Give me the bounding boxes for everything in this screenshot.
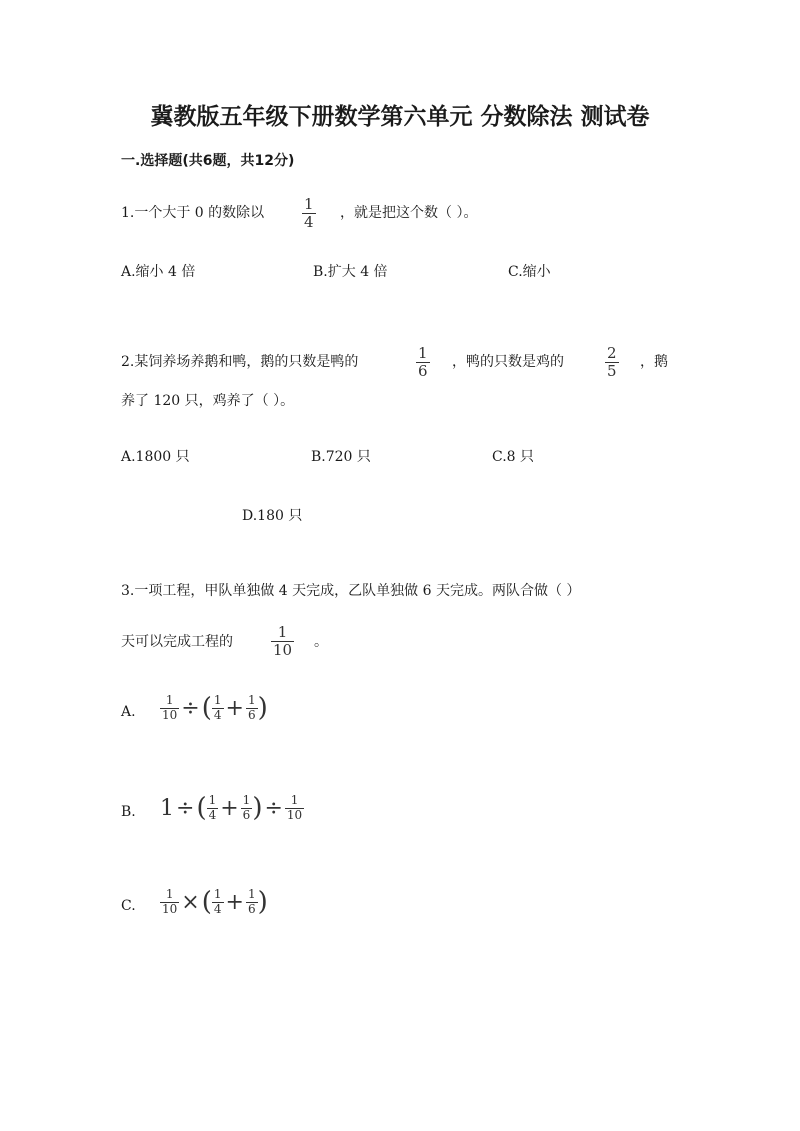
plus-sign: + — [225, 889, 244, 915]
question-1-fraction — [302, 196, 316, 232]
question-2-text-a: 2.某饲养场养鹅和鸭，鹅的只数是鸭的 — [121, 354, 359, 370]
fraction-numerator: 1 — [304, 195, 314, 213]
question-1-text-b: ，就是把这个数（ ）。 — [340, 205, 478, 221]
fraction-one-tenth: $\frac{1}{10}$ — [162, 693, 178, 722]
fraction-denominator: 4 — [304, 213, 314, 232]
divide-sign: ÷ — [176, 795, 195, 821]
fraction-numerator: 2 — [607, 344, 617, 362]
right-paren: ) — [257, 693, 268, 724]
question-2-text-c: ，鹅 — [640, 354, 668, 370]
fraction-denominator: 10 — [273, 641, 293, 660]
question-2-line-2: 养了 120 只，鸡养了（ ）。 — [121, 393, 295, 409]
q2-option-a[interactable]: A.1800 只 — [121, 449, 190, 465]
plus-sign: + — [225, 695, 244, 721]
divide-sign: ÷ — [264, 795, 283, 821]
fraction-denominator: 6 — [418, 362, 428, 381]
right-paren: ) — [252, 793, 263, 824]
fraction-numerator: 1 — [418, 344, 428, 362]
question-3-fraction — [271, 624, 294, 660]
q2-option-d[interactable]: D.180 只 — [242, 508, 303, 524]
q3-option-a-expression[interactable] — [160, 694, 268, 723]
q2-option-c[interactable]: C.8 只 — [492, 449, 535, 465]
left-paren: ( — [201, 693, 212, 724]
fraction-denominator: 5 — [607, 362, 617, 381]
fraction-one-fourth: $\frac{1}{4}$ — [213, 693, 222, 722]
fraction-one-sixth: $\frac{1}{6}$ — [247, 693, 256, 722]
page-title: 冀教版五年级下册数学第六单元 分数除法 测试卷 — [150, 104, 650, 130]
question-3-line-2-a: 天可以完成工程的 — [121, 634, 233, 650]
left-paren: ( — [201, 887, 212, 918]
fraction-one-fourth: $\frac{1}{4}$ — [213, 887, 222, 916]
left-paren: ( — [196, 793, 207, 824]
q3-option-a-label[interactable]: A. — [121, 704, 136, 720]
times-sign: × — [181, 889, 200, 915]
fraction-numerator: 1 — [277, 623, 288, 641]
question-2-fraction-2 — [605, 345, 619, 381]
question-3-line-2-b: 。 — [314, 634, 328, 650]
section-heading: 一.选择题(共6题，共12分) — [121, 153, 295, 169]
fraction-one-sixth: $\frac{1}{6}$ — [247, 887, 256, 916]
fraction-one-fourth: $\frac{1}{4}$ — [208, 793, 217, 822]
q1-option-a[interactable]: A.缩小 4 倍 — [121, 264, 196, 280]
question-1-text-a: 1.一个大于 0 的数除以 — [121, 205, 265, 221]
question-2-fraction-1 — [416, 345, 430, 381]
q3-option-b-label[interactable]: B. — [121, 804, 136, 820]
q1-option-c[interactable]: C.缩小 — [508, 264, 551, 280]
fraction-one-sixth: $\frac{1}{6}$ — [242, 793, 251, 822]
q3-option-c-label[interactable]: C. — [121, 898, 136, 914]
question-2-text-b: ，鸭的只数是鸡的 — [452, 354, 564, 370]
fraction-one-tenth: $\frac{1}{10}$ — [286, 793, 303, 822]
question-3-line-1: 3.一项工程，甲队单独做 4 天完成，乙队单独做 6 天完成。两队合做（ ） — [121, 583, 581, 599]
q3-option-c-expression[interactable] — [160, 888, 268, 917]
fraction-one-tenth: $\frac{1}{10}$ — [162, 887, 178, 916]
number-one: 1 — [160, 795, 174, 821]
plus-sign: + — [220, 795, 239, 821]
q3-option-b-expression[interactable] — [160, 794, 304, 823]
q2-option-b[interactable]: B.720 只 — [311, 449, 371, 465]
right-paren: ) — [257, 887, 268, 918]
q1-option-b[interactable]: B.扩大 4 倍 — [313, 264, 388, 280]
divide-sign: ÷ — [181, 695, 200, 721]
